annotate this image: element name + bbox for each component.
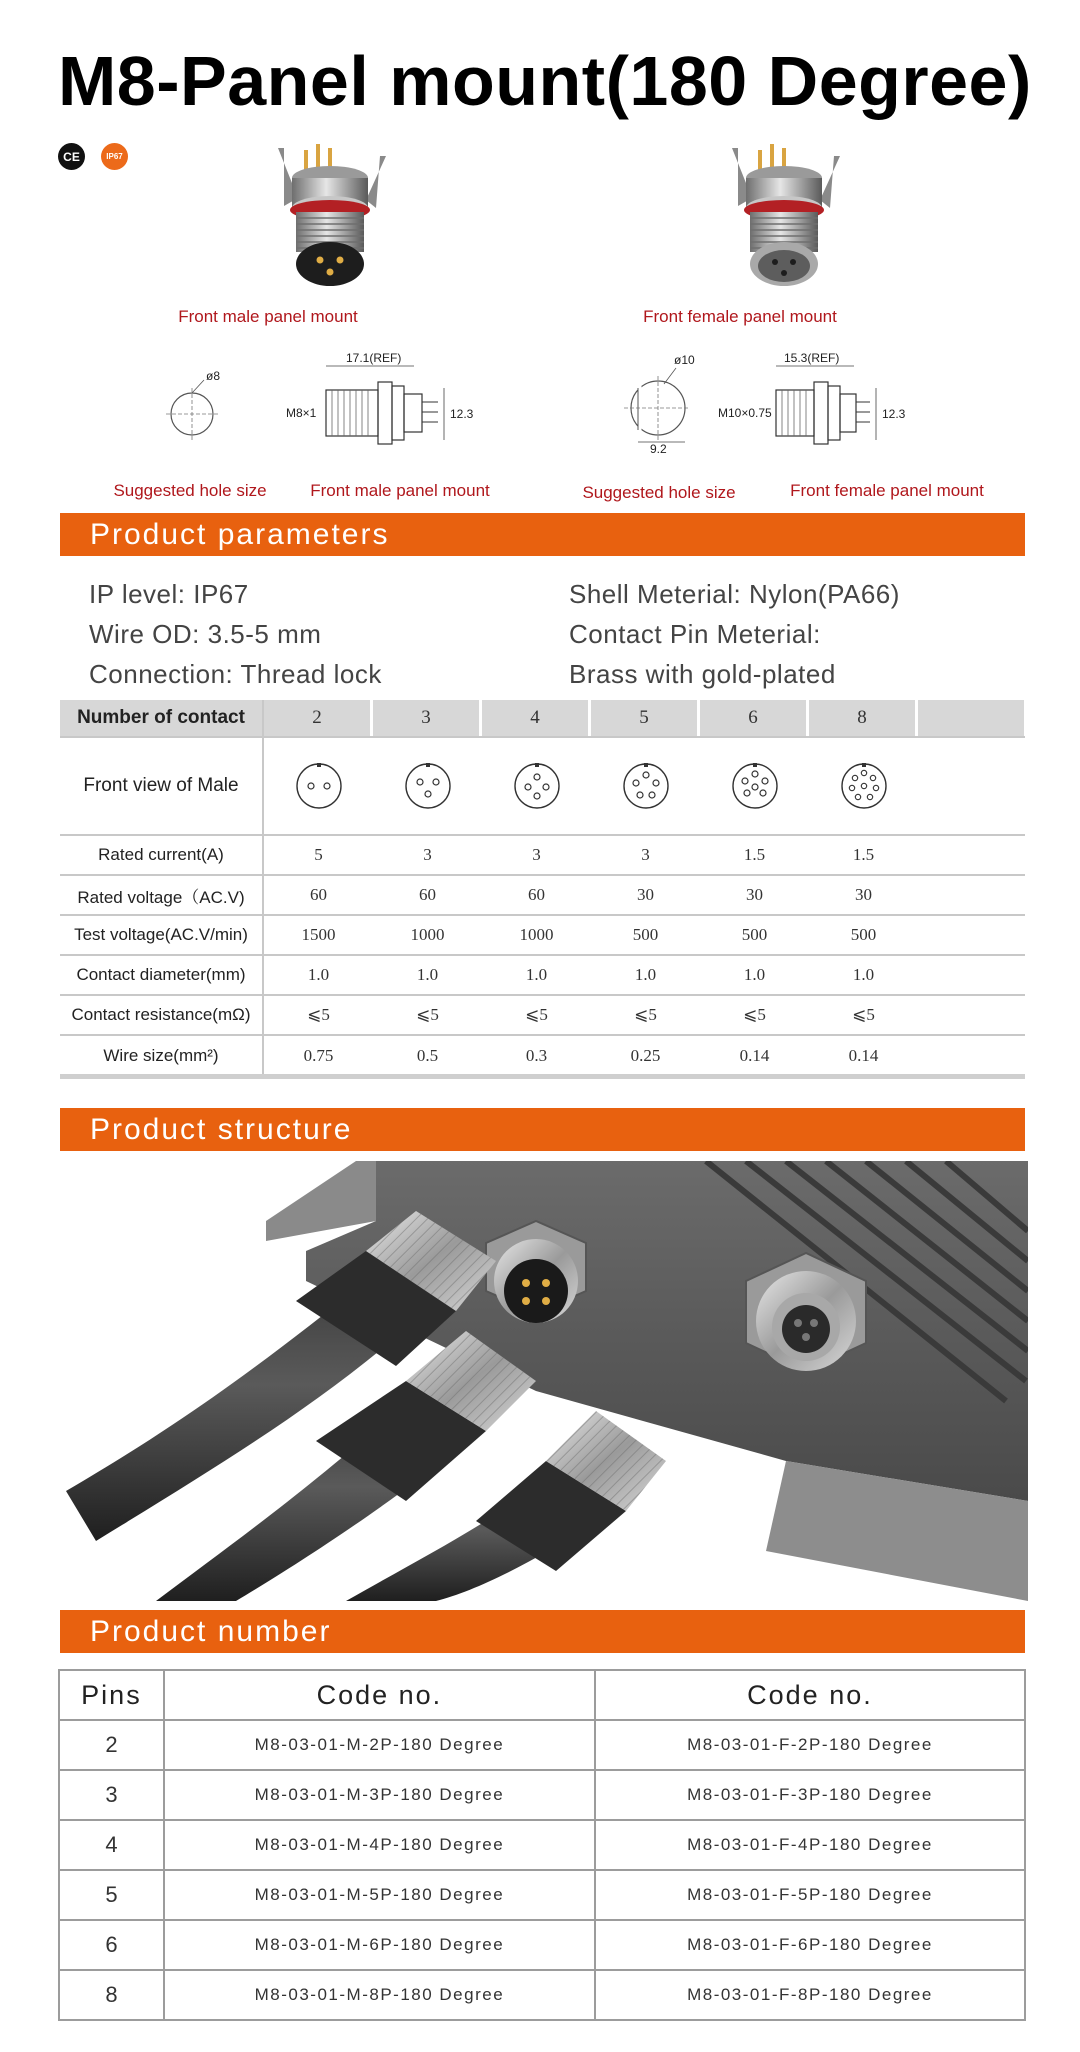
spec-row-label: Test voltage(AC.V/min) bbox=[60, 916, 264, 954]
spec-cell: 500 bbox=[741, 925, 768, 944]
spec-header-row bbox=[60, 700, 1025, 738]
spec-row-test-voltage bbox=[60, 916, 1025, 956]
column-header-female-code: Code no. bbox=[595, 1670, 1025, 1720]
spec-cell: 0.75 bbox=[303, 1046, 334, 1065]
male-hole-caption: Suggested hole size bbox=[113, 481, 267, 500]
pin-count-cell: 2 bbox=[59, 1720, 164, 1770]
female-ref-label: 15.3(REF) bbox=[784, 351, 840, 365]
male-code-cell: M8-03-01-M-5P-180 Degree bbox=[164, 1870, 595, 1920]
spec-cell: 1.0 bbox=[525, 965, 548, 984]
param-connection: Connection: Thread lock bbox=[89, 659, 382, 689]
male-code-cell: M8-03-01-M-3P-180 Degree bbox=[164, 1770, 595, 1820]
spec-cell: 0.25 bbox=[630, 1046, 661, 1065]
param-wire-od: Wire OD: 3.5-5 mm bbox=[89, 619, 322, 649]
spec-cell: 1500 bbox=[301, 925, 336, 944]
pin-layout-4-icon bbox=[511, 760, 563, 812]
column-header-male-code: Code no. bbox=[164, 1670, 595, 1720]
spec-cell: 5 bbox=[314, 845, 323, 864]
spec-cell: 60 bbox=[528, 885, 545, 904]
male-code-cell: M8-03-01-M-6P-180 Degree bbox=[164, 1920, 595, 1970]
pin-layout-6-icon bbox=[729, 760, 781, 812]
pin-count-cell: 6 bbox=[59, 1920, 164, 1970]
male-drawing-caption: Front male panel mount bbox=[310, 481, 490, 500]
female-code-cell: M8-03-01-F-4P-180 Degree bbox=[595, 1820, 1025, 1870]
pin-layout-5-icon bbox=[620, 760, 672, 812]
female-code-cell: M8-03-01-F-6P-180 Degree bbox=[595, 1920, 1025, 1970]
spec-row-rated-voltage bbox=[60, 876, 1025, 916]
male-code-cell: M8-03-01-M-8P-180 Degree bbox=[164, 1970, 595, 2020]
spec-cell: 500 bbox=[632, 925, 659, 944]
male-hole-drawing bbox=[160, 360, 240, 450]
spec-row-label: Rated current(A) bbox=[60, 836, 264, 874]
pin-layout-8-icon bbox=[838, 760, 890, 812]
pin-count-cell: 8 bbox=[59, 1970, 164, 2020]
spec-cell: 3 bbox=[641, 845, 650, 864]
female-code-cell: M8-03-01-F-2P-180 Degree bbox=[595, 1720, 1025, 1770]
param-contact-plating: Brass with gold-plated bbox=[569, 659, 836, 689]
female-hole-flat-label: 9.2 bbox=[650, 442, 667, 454]
spec-cell: ⩽5 bbox=[307, 1005, 330, 1024]
spec-row-label: Rated voltage（AC.V) bbox=[60, 876, 264, 914]
female-hole-caption: Suggested hole size bbox=[582, 483, 736, 502]
pin-layout-3-icon bbox=[402, 760, 454, 812]
pin-count-cell: 4 bbox=[59, 1820, 164, 1870]
spec-row-label: Contact resistance(mΩ) bbox=[60, 996, 264, 1034]
spec-header-blank bbox=[918, 700, 1027, 736]
female-mount-drawing bbox=[716, 348, 936, 458]
spec-cell: 1.0 bbox=[307, 965, 330, 984]
male-mount-drawing bbox=[282, 348, 504, 458]
spec-cell: 1.0 bbox=[852, 965, 875, 984]
column-header-pins: Pins bbox=[59, 1670, 164, 1720]
male-ref-label: 17.1(REF) bbox=[346, 351, 402, 365]
contact-count: 2 bbox=[264, 700, 373, 736]
female-hole-dia-label: ø10 bbox=[674, 353, 695, 367]
female-panel-mount-image bbox=[712, 138, 862, 298]
spec-row-rated-current bbox=[60, 836, 1025, 876]
spec-cell: 1000 bbox=[410, 925, 445, 944]
spec-row-contact-diameter bbox=[60, 956, 1025, 996]
section-header-number: Product number bbox=[60, 1610, 1025, 1653]
section-header-parameters: Product parameters bbox=[60, 513, 1025, 556]
spec-row-wire-size bbox=[60, 1036, 1025, 1076]
spec-cell: 60 bbox=[419, 885, 436, 904]
spec-cell: 1.5 bbox=[743, 845, 766, 864]
male-hole-dia-label: ø8 bbox=[206, 369, 221, 383]
spec-cell: ⩽5 bbox=[634, 1005, 657, 1024]
table-row bbox=[59, 1820, 1025, 1870]
param-shell-material: Shell Meterial: Nylon(PA66) bbox=[569, 579, 900, 609]
spec-cell: 0.14 bbox=[848, 1046, 879, 1065]
contact-count: 5 bbox=[591, 700, 700, 736]
spec-cell: ⩽5 bbox=[743, 1005, 766, 1024]
spec-cell: 30 bbox=[855, 885, 872, 904]
contact-count: 3 bbox=[373, 700, 482, 736]
male-photo-caption: Front male panel mount bbox=[178, 307, 358, 326]
page-title: M8-Panel mount(180 Degree) bbox=[58, 42, 1032, 120]
spec-header-label: Number of contact bbox=[60, 700, 264, 736]
table-row bbox=[59, 1720, 1025, 1770]
spec-cell: 0.3 bbox=[525, 1046, 548, 1065]
spec-cell: 60 bbox=[310, 885, 327, 904]
male-panel-mount-image bbox=[258, 138, 408, 298]
spec-row-label: Contact diameter(mm) bbox=[60, 956, 264, 994]
female-code-cell: M8-03-01-F-5P-180 Degree bbox=[595, 1870, 1025, 1920]
spec-table bbox=[60, 700, 1025, 1076]
table-header-row bbox=[59, 1670, 1025, 1720]
spec-cell: 30 bbox=[637, 885, 654, 904]
product-structure-image bbox=[66, 1161, 1028, 1601]
pin-layout-2-icon bbox=[293, 760, 345, 812]
spec-cell: 1.0 bbox=[743, 965, 766, 984]
female-code-cell: M8-03-01-F-8P-180 Degree bbox=[595, 1970, 1025, 2020]
table-row bbox=[59, 1970, 1025, 2020]
spec-cell: 3 bbox=[532, 845, 541, 864]
spec-cell: ⩽5 bbox=[416, 1005, 439, 1024]
male-code-cell: M8-03-01-M-4P-180 Degree bbox=[164, 1820, 595, 1870]
spec-cell: 30 bbox=[746, 885, 763, 904]
male-code-cell: M8-03-01-M-2P-180 Degree bbox=[164, 1720, 595, 1770]
spec-cell: ⩽5 bbox=[525, 1005, 548, 1024]
spec-cell: 1.0 bbox=[416, 965, 439, 984]
contact-count: 8 bbox=[809, 700, 918, 736]
spec-cell: 500 bbox=[850, 925, 877, 944]
table-row bbox=[59, 1770, 1025, 1820]
table-row bbox=[59, 1920, 1025, 1970]
table-row bbox=[59, 1870, 1025, 1920]
pin-count-cell: 3 bbox=[59, 1770, 164, 1820]
spec-cell: 0.14 bbox=[739, 1046, 770, 1065]
spec-row-contact-resistance bbox=[60, 996, 1025, 1036]
ip67-badge-icon: IP67 bbox=[101, 143, 128, 170]
spec-cell: 0.5 bbox=[416, 1046, 439, 1065]
contact-count: 6 bbox=[700, 700, 809, 736]
spec-face-row bbox=[60, 738, 1025, 836]
face-view-label: Front view of Male bbox=[60, 738, 264, 834]
female-photo-caption: Front female panel mount bbox=[643, 307, 837, 326]
section-header-structure: Product structure bbox=[60, 1108, 1025, 1151]
male-thread-label: M8×1 bbox=[286, 406, 317, 420]
pin-count-cell: 5 bbox=[59, 1870, 164, 1920]
spec-cell: 1.0 bbox=[634, 965, 657, 984]
spec-row-label: Wire size(mm²) bbox=[60, 1036, 264, 1076]
param-ip-level: IP level: IP67 bbox=[89, 579, 249, 609]
spec-table-bottom-rule bbox=[60, 1074, 1025, 1079]
param-contact-material: Contact Pin Meterial: bbox=[569, 619, 821, 649]
female-code-cell: M8-03-01-F-3P-180 Degree bbox=[595, 1770, 1025, 1820]
spec-cell: 1.5 bbox=[852, 845, 875, 864]
female-drawing-caption: Front female panel mount bbox=[790, 481, 984, 500]
female-height-label: 12.3 bbox=[882, 407, 906, 421]
ce-mark-icon: CE bbox=[58, 143, 85, 170]
contact-count: 4 bbox=[482, 700, 591, 736]
female-thread-label: M10×0.75 bbox=[718, 406, 772, 420]
spec-cell: ⩽5 bbox=[852, 1005, 875, 1024]
spec-cell: 1000 bbox=[519, 925, 554, 944]
male-height-label: 12.3 bbox=[450, 407, 474, 421]
spec-cell: 3 bbox=[423, 845, 432, 864]
female-hole-drawing bbox=[620, 350, 710, 454]
product-number-table bbox=[58, 1669, 1026, 2021]
